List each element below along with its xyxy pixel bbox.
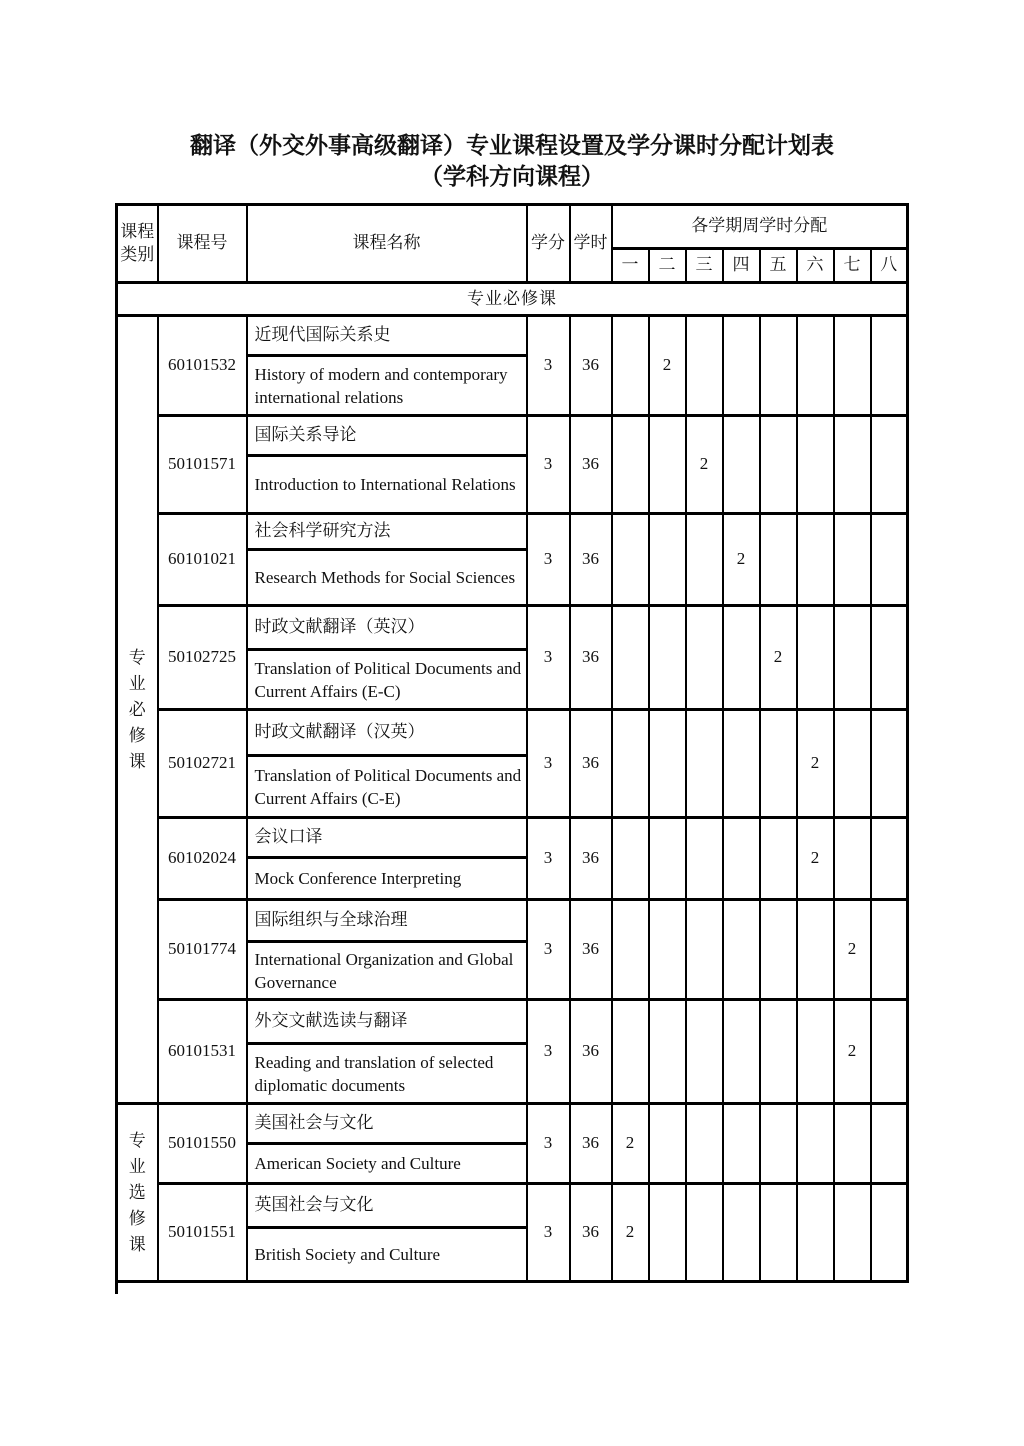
category-cell-elective — [117, 1104, 158, 1282]
hours-cell: 36 — [570, 900, 612, 1000]
course-name-en-cell: Mock Conference Interpreting — [247, 858, 527, 900]
course-name-en-cell: British Society and Culture — [247, 1228, 527, 1282]
credits-cell: 3 — [527, 710, 570, 818]
sem-cell-2 — [649, 1000, 686, 1104]
hours-cell: 36 — [570, 1104, 612, 1184]
header-hours: 学时 — [570, 205, 612, 283]
header-semester-8: 八 — [871, 249, 908, 283]
sem-cell-6 — [797, 1104, 834, 1184]
sem-cell-1: 2 — [612, 1184, 649, 1282]
header-course-name: 课程名称 — [247, 205, 527, 283]
course-no-cell: 60101532 — [158, 316, 247, 416]
sem-cell-8 — [871, 606, 908, 710]
hours-cell: 36 — [570, 416, 612, 514]
sem-cell-3 — [686, 818, 723, 900]
category-label-elective: 专业选修课 — [128, 1130, 146, 1254]
course-name-cn-cell: 国际关系导论 — [247, 416, 527, 456]
sem-cell-7 — [834, 1104, 871, 1184]
sem-cell-8 — [871, 710, 908, 818]
course-name-cn-cell: 时政文献翻译（英汉） — [247, 606, 527, 650]
header-weekly-hours-group: 各学期周学时分配 — [612, 205, 908, 249]
hours-cell: 36 — [570, 818, 612, 900]
course-no-cell: 60101531 — [158, 1000, 247, 1104]
sem-cell-5 — [760, 1000, 797, 1104]
sem-cell-1 — [612, 1000, 649, 1104]
sem-cell-1 — [612, 416, 649, 514]
sem-cell-4 — [723, 1184, 760, 1282]
credits-cell: 3 — [527, 1104, 570, 1184]
sem-cell-1 — [612, 900, 649, 1000]
curriculum-table — [115, 203, 909, 1283]
credits-cell: 3 — [527, 1000, 570, 1104]
sem-cell-4 — [723, 1000, 760, 1104]
header-semester-4: 四 — [723, 249, 760, 283]
sem-cell-5 — [760, 900, 797, 1000]
sem-cell-2 — [649, 514, 686, 606]
sem-cell-3 — [686, 514, 723, 606]
header-semester-7: 七 — [834, 249, 871, 283]
document-title — [0, 130, 1024, 192]
sem-cell-4 — [723, 900, 760, 1000]
sem-cell-7 — [834, 606, 871, 710]
hours-cell: 36 — [570, 606, 612, 710]
header-semester-5: 五 — [760, 249, 797, 283]
course-name-cn-cell: 外交文献选读与翻译 — [247, 1000, 527, 1044]
hours-cell: 36 — [570, 710, 612, 818]
header-category: 课程类别 — [117, 205, 158, 283]
course-no-cell: 50101774 — [158, 900, 247, 1000]
sem-cell-3 — [686, 316, 723, 416]
sem-cell-7 — [834, 1184, 871, 1282]
sem-cell-3 — [686, 900, 723, 1000]
course-name-en-cell: International Organization and Global Governance — [247, 942, 527, 1000]
sem-cell-2 — [649, 416, 686, 514]
sem-cell-2 — [649, 1184, 686, 1282]
header-semester-2: 二 — [649, 249, 686, 283]
course-name-cn-cell: 美国社会与文化 — [247, 1104, 527, 1144]
course-name-en-cell: Research Methods for Social Sciences — [247, 550, 527, 606]
sem-cell-5 — [760, 416, 797, 514]
sem-cell-2 — [649, 710, 686, 818]
credits-cell: 3 — [527, 1184, 570, 1282]
section-banner-required-courses: 专业必修课 — [117, 283, 908, 316]
sem-cell-6: 2 — [797, 818, 834, 900]
sem-cell-7 — [834, 818, 871, 900]
sem-cell-5 — [760, 316, 797, 416]
sem-cell-1 — [612, 710, 649, 818]
sem-cell-3 — [686, 1104, 723, 1184]
hours-cell: 36 — [570, 1000, 612, 1104]
course-no-cell: 60101021 — [158, 514, 247, 606]
sem-cell-8 — [871, 416, 908, 514]
course-name-cn-cell: 英国社会与文化 — [247, 1184, 527, 1228]
credits-cell: 3 — [527, 514, 570, 606]
sem-cell-6 — [797, 416, 834, 514]
hours-cell: 36 — [570, 1184, 612, 1282]
sem-cell-7: 2 — [834, 1000, 871, 1104]
sem-cell-2 — [649, 900, 686, 1000]
sem-cell-3 — [686, 710, 723, 818]
sem-cell-5 — [760, 1104, 797, 1184]
credits-cell: 3 — [527, 416, 570, 514]
credits-cell: 3 — [527, 900, 570, 1000]
sem-cell-8 — [871, 1184, 908, 1282]
course-name-cn-cell: 会议口译 — [247, 818, 527, 858]
sem-cell-6 — [797, 900, 834, 1000]
curriculum-table-wrap — [115, 203, 908, 1294]
sem-cell-6 — [797, 606, 834, 710]
sem-cell-7 — [834, 514, 871, 606]
header-credits: 学分 — [527, 205, 570, 283]
sem-cell-4 — [723, 416, 760, 514]
course-name-en-cell: Translation of Political Documents and Current Affairs (C-E) — [247, 756, 527, 818]
sem-cell-5 — [760, 514, 797, 606]
sem-cell-1 — [612, 514, 649, 606]
sem-cell-6 — [797, 1184, 834, 1282]
sem-cell-8 — [871, 1000, 908, 1104]
course-name-en-cell: American Society and Culture — [247, 1144, 527, 1184]
sem-cell-7 — [834, 316, 871, 416]
sem-cell-3 — [686, 1184, 723, 1282]
hours-cell: 36 — [570, 514, 612, 606]
sem-cell-1 — [612, 606, 649, 710]
course-name-cn-cell: 国际组织与全球治理 — [247, 900, 527, 942]
sem-cell-3 — [686, 606, 723, 710]
sem-cell-4 — [723, 710, 760, 818]
sem-cell-2: 2 — [649, 316, 686, 416]
sem-cell-5: 2 — [760, 606, 797, 710]
sem-cell-3: 2 — [686, 416, 723, 514]
sem-cell-6 — [797, 1000, 834, 1104]
sem-cell-2 — [649, 1104, 686, 1184]
credits-cell: 3 — [527, 316, 570, 416]
category-cell-required — [117, 316, 158, 1104]
sem-cell-7: 2 — [834, 900, 871, 1000]
course-name-cn-cell: 近现代国际关系史 — [247, 316, 527, 356]
course-name-en-cell: Translation of Political Documents and Current Affairs (E-C) — [247, 650, 527, 710]
sem-cell-1 — [612, 316, 649, 416]
header-semester-3: 三 — [686, 249, 723, 283]
course-name-cn-cell: 社会科学研究方法 — [247, 514, 527, 550]
course-no-cell: 50101551 — [158, 1184, 247, 1282]
table-continuation-mark — [115, 1283, 118, 1294]
sem-cell-8 — [871, 1104, 908, 1184]
sem-cell-3 — [686, 1000, 723, 1104]
sem-cell-8 — [871, 316, 908, 416]
course-name-en-cell: Introduction to International Relations — [247, 456, 527, 514]
sem-cell-4 — [723, 316, 760, 416]
hours-cell: 36 — [570, 316, 612, 416]
course-name-en-cell: Reading and translation of selected diplomatic documents — [247, 1044, 527, 1104]
sem-cell-8 — [871, 818, 908, 900]
sem-cell-4 — [723, 818, 760, 900]
sem-cell-1 — [612, 818, 649, 900]
course-name-en-cell: History of modern and contemporary international relations — [247, 356, 527, 416]
course-no-cell: 60102024 — [158, 818, 247, 900]
header-semester-1: 一 — [612, 249, 649, 283]
course-no-cell: 50101571 — [158, 416, 247, 514]
sem-cell-6 — [797, 316, 834, 416]
sem-cell-7 — [834, 416, 871, 514]
course-no-cell: 50101550 — [158, 1104, 247, 1184]
sem-cell-2 — [649, 818, 686, 900]
header-semester-6: 六 — [797, 249, 834, 283]
sem-cell-5 — [760, 710, 797, 818]
sem-cell-5 — [760, 1184, 797, 1282]
course-no-cell: 50102725 — [158, 606, 247, 710]
sem-cell-4 — [723, 1104, 760, 1184]
document-title-line1: 翻译（外交外事高级翻译）专业课程设置及学分课时分配计划表 — [190, 132, 834, 158]
course-no-cell: 50102721 — [158, 710, 247, 818]
sem-cell-4 — [723, 606, 760, 710]
credits-cell: 3 — [527, 818, 570, 900]
sem-cell-5 — [760, 818, 797, 900]
sem-cell-4: 2 — [723, 514, 760, 606]
sem-cell-7 — [834, 710, 871, 818]
sem-cell-8 — [871, 900, 908, 1000]
sem-cell-8 — [871, 514, 908, 606]
course-name-cn-cell: 时政文献翻译（汉英） — [247, 710, 527, 756]
sem-cell-6: 2 — [797, 710, 834, 818]
header-course-no: 课程号 — [158, 205, 247, 283]
sem-cell-2 — [649, 606, 686, 710]
sem-cell-1: 2 — [612, 1104, 649, 1184]
document-title-line2: （学科方向课程） — [420, 163, 604, 189]
category-label-required: 专业必修课 — [128, 647, 146, 771]
credits-cell: 3 — [527, 606, 570, 710]
sem-cell-6 — [797, 514, 834, 606]
